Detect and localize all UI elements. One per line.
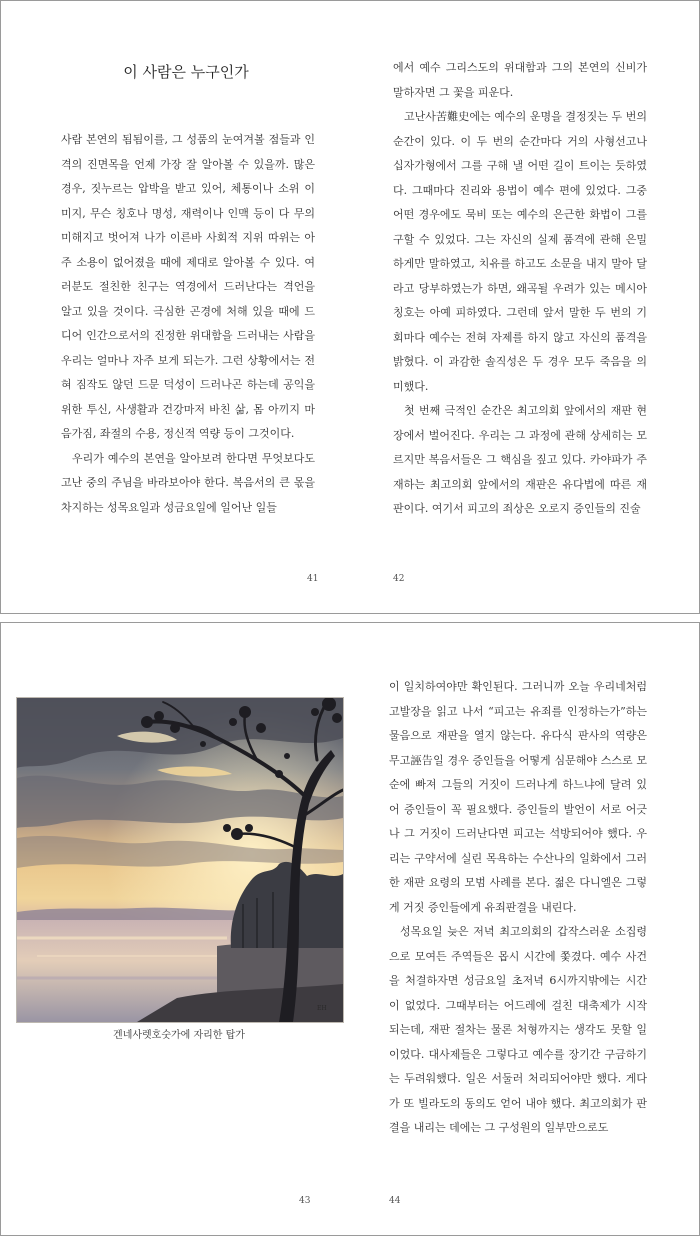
page-number: 41 [307,574,319,584]
paragraph: 이 일치하여야만 확인된다. 그러니까 오늘 우리네처럼 고발장을 읽고 나서 “피고는 유죄를 인정하는가”하는 물음으로 재판을 열지 않는다. 유다식 판사의 역량은 무고誣告일 경우 증인들을 어떻게 심문해야 스스로 모순에 빠져 그들의 거짓이 드러나게 하느냐에 달려 있어 증인들이 꼭 필요했다. 증인들의 발언이 서로 어긋나 그 거짓이 드러난다면 피고는 석방되어야 했다. 우리는 구약서에 실린 목욕하는 수산나의 일화에서 그러한 재판 요령의 모범 사례를 본다. 젊은 다니엘은 그렇게 거짓 증인들에게 유죄판결을 내린다. [389,680,647,914]
page-42 [351,1,700,613]
spread-pages-41-42 [0,0,700,614]
paragraph: 첫 번째 극적인 순간은 최고의회 앞에서의 재판 현장에서 벌어진다. 우리는 그 과정에 관해 상세히는 모르지만 복음서들은 그 핵심을 짚고 있다. 카야파가 주재하는 최고의회 앞에서의 재판은 유다법에 따른 재판이다. 여기서 피고의 죄상은 오로지 증인들의 진술 [393,404,647,515]
page-42-body [393,56,647,522]
page-number: 43 [299,1196,311,1206]
page-44-body [389,675,647,1141]
page-number: 42 [393,574,405,584]
page-41-body [61,128,315,520]
page-41 [1,1,351,613]
chapter-title: 이 사람은 누구인가 [123,63,249,81]
figure-caption: 겐네사렛호숫가에 자리한 탑가 [113,1030,245,1041]
page-number: 44 [389,1196,401,1206]
painting-signature: EH [317,1005,327,1012]
paragraph: 고난사苦難史에는 예수의 운명을 결정짓는 두 번의 순간이 있다. 이 두 번의 순간마다 거의 사형선고나 십자가형에서 그를 구해 낼 어떤 길이 트이는 듯하였다. 그때마다 진리와 용법이 예수 편에 있었다. 그중 어떤 경우에도 묵비 또는 예수의 은근한 화법이 그를 구할 수 있었다. 그는 자신의 실제 품격에 관해 은밀하게만 말하였고, 치유를 하고도 소문을 내지 말아 달라고 당부하였는가 하면, 왜곡될 우려가 있는 메시아 칭호는 아예 피하였다. 그런데 앞서 말한 두 번의 기회마다 예수는 전혀 자제를 하지 않고 자신의 품격을 밝혔다. 이 과감한 솔직성은 두 경우 모두 죽음을 의미했다. [393,110,647,393]
lakeside-tree-painting [16,697,344,1023]
paragraph: 사람 본연의 됨됨이를, 그 성품의 눈여겨볼 점들과 인격의 진면목을 언제 가장 잘 알아볼 수 있을까. 많은 경우, 짓누르는 압박을 받고 있어, 체통이나 소위 이미지, 무슨 칭호나 명성, 재력이나 인맥 등이 다 무의미해지고 벗어져 나가 이른바 사회적 지위 따위는 아주 소용이 없어졌을 때에 제대로 알아볼 수 있다. 여러분도 절친한 친구는 역경에서 드러난다는 격언을 알고 있을 것이다. 극심한 곤경에 처해 있을 때에 드디어 인간으로서의 진정한 위대함을 드러내는 사람을 우리는 얼마나 자주 보게 되는가. 그런 상황에서는 전혀 짐작도 않던 드문 덕성이 드러나곤 하는데 공익을 위한 투신, 사생활과 건강마저 바친 삶, 몸 아끼지 마음가짐, 좌절의 수용, 정신적 역량 등이 그것이다. [61,133,315,440]
paragraph: 우리가 예수의 본연을 알아보려 한다면 무엇보다도 고난 중의 주님을 바라보아야 한다. 복음서의 큰 몫을 차지하는 성목요일과 성금요일에 일어난 일들 [61,451,315,514]
paragraph: 성목요일 늦은 저녁 최고의회의 갑작스러운 소집령으로 모여든 주역들은 몹시 시간에 쫓겼다. 예수 사건을 처결하자면 성금요일 초저녁 6시까지밖에는 시간이 없었다. 그때부터는 어드레에 걸친 대축제가 시작되는데, 재판 절차는 물론 처형까지는 생각도 못할 일이었다. 대사제들은 그렇다고 예수를 장기간 구금하기는 두려워했다. 일은 서둘러 처리되어야만 했다. 게다가 또 빌라도의 동의도 얻어 내야 했다. 최고의회가 판결을 내리는 데에는 그 구성원의 일부만으로도 [389,925,647,1134]
page-44 [351,623,700,1235]
paragraph: 에서 예수 그리스도의 위대함과 그의 본연의 신비가 말하자면 그 꽃을 피운다. [393,61,647,99]
